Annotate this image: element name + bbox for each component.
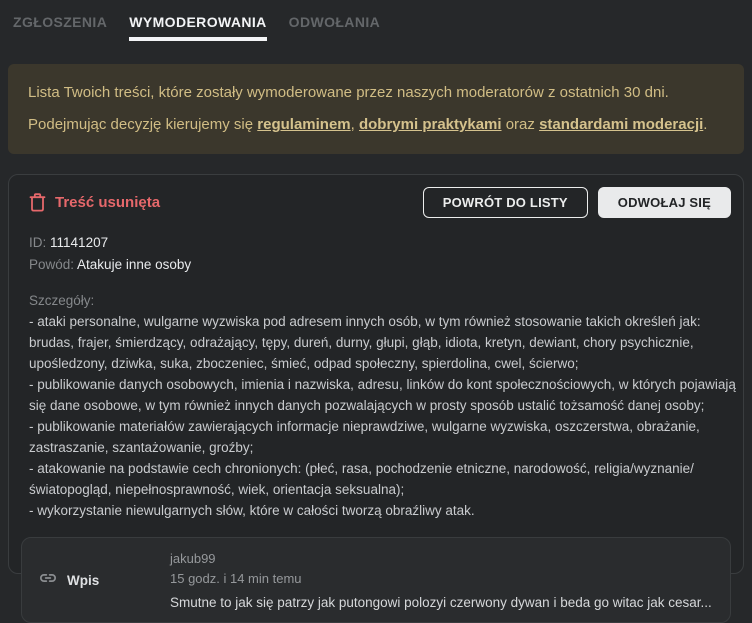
notice-separator: ,	[350, 116, 359, 133]
moderation-card	[8, 174, 744, 610]
link-icon	[38, 568, 58, 593]
tab-odwolania[interactable]: ODWOŁANIA	[288, 14, 381, 30]
content-author[interactable]: jakub99	[170, 550, 216, 566]
id-value: 11141207	[50, 235, 109, 250]
details-label: Szczegóły:	[29, 293, 95, 308]
notice-line2	[28, 113, 724, 136]
details-item: - publikowanie materiałów zawierających informacje nieprawdziwe, wulgarne wyzwiska, oszczerstwa, obrażanie, zastraszanie, szantażowanie, groźby;	[29, 419, 700, 455]
status-label: Treść usunięta	[55, 194, 161, 211]
status-badge	[21, 193, 160, 212]
notice-separator: oraz	[501, 116, 540, 133]
details-item: - publikowanie danych osobowych, imienia i nazwiska, adresu, linków do kont społecznościowych, w których pojawiają się dane osobowe, w tym również innych danych pozwalających w prosty sposób ustalić tożsamość danej osoby;	[29, 377, 736, 413]
details-item: - wykorzystanie niewulgarnych słów, które w całości tworzą obraźliwy atak.	[29, 503, 475, 518]
id-row	[29, 233, 731, 253]
content-details	[170, 551, 714, 610]
header-buttons	[423, 187, 731, 218]
reason-value: Atakuje inne osoby	[77, 257, 192, 272]
tab-wymoderowania[interactable]: WYMODEROWANIA	[129, 10, 266, 41]
content-timestamp: 15 godz. i 14 min temu	[170, 570, 302, 586]
card-meta	[21, 233, 731, 275]
notice-text-prefix: Podejmując decyzję kierujemy się	[28, 116, 258, 133]
content-type	[38, 568, 170, 593]
reason-row	[29, 255, 731, 275]
trash-icon	[29, 193, 46, 212]
link-dobre-praktyki[interactable]: dobrymi praktykami	[358, 116, 502, 133]
link-regulamin[interactable]: regulaminem	[257, 116, 351, 133]
details-item: - ataki personalne, wulgarne wyzwiska pod adresem innych osób, w tym również stosowanie takich określeń jak: brudas, frajer, śmierdzący, odrażający, tępy, dureń, durny, głupi, głąb, idiota, kretyn, dewiant, chory psychicznie, upośledzony, dziwka, suka, zboczeniec, śmieć, odpad społeczny, spierdolina, cwel, ścierwo;	[29, 314, 701, 371]
content-excerpt[interactable]: Smutne to jak się patrzy jak putongowi polozyi czerwony dywan i beda go witac jak cesar...	[170, 594, 712, 610]
details-item: - atakowanie na podstawie cech chronionych: (płeć, rasa, pochodzenie etniczne, narodowość, religia/wyznanie/światopogląd, niepełnosprawność, wiek, orientacja seksualna);	[29, 461, 694, 497]
id-label: ID:	[29, 235, 47, 250]
link-standardy-moderacji[interactable]: standardami moderacji	[539, 116, 704, 133]
details-section	[21, 290, 749, 521]
notice-line1: Lista Twoich treści, które zostały wymoderowane przez naszych moderatorów z ostatnich 30 dni.	[28, 84, 669, 101]
reason-label: Powód:	[29, 257, 75, 272]
notice-suffix: .	[703, 116, 708, 133]
tab-bar	[8, 10, 744, 41]
appeal-button[interactable]: ODWOŁAJ SIĘ	[598, 187, 731, 218]
moderated-content-preview[interactable]	[21, 537, 731, 623]
card-header	[21, 187, 731, 218]
content-type-label: Wpis	[67, 572, 100, 588]
tab-zgloszenia[interactable]: ZGŁOSZENIA	[13, 14, 108, 30]
back-to-list-button[interactable]: POWRÓT DO LISTY	[423, 187, 588, 218]
moderation-notice	[8, 64, 744, 154]
